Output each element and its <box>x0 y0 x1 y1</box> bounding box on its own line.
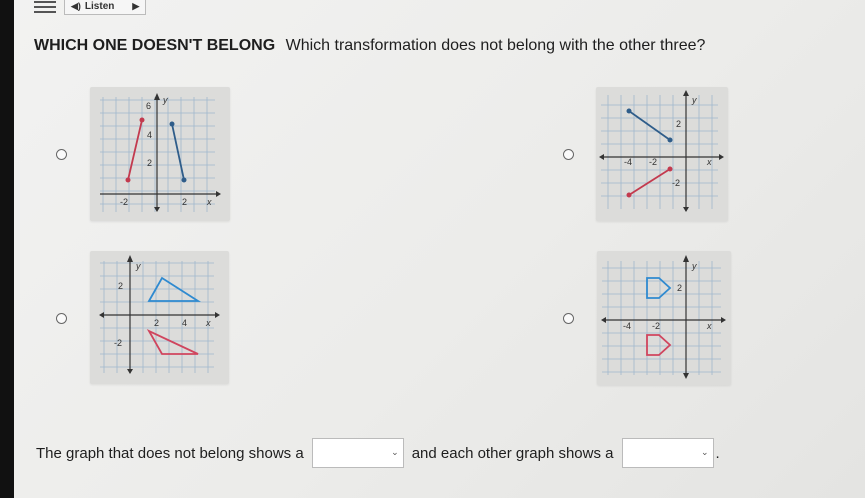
axis-label-y: y <box>136 261 141 271</box>
option-b-radio[interactable] <box>563 149 574 160</box>
listen-label: Listen <box>84 1 115 12</box>
toolbar <box>34 0 146 14</box>
tick-label-y-4: 4 <box>147 130 153 140</box>
option-d-radio[interactable] <box>563 313 574 324</box>
tick-label-x-2: 2 <box>154 318 160 328</box>
graph-option-a[interactable] <box>90 87 230 221</box>
tick-label-y-2: 2 <box>147 158 153 168</box>
tick-label-y-6: 6 <box>146 101 152 111</box>
menu-icon[interactable] <box>34 1 56 13</box>
axis-label-y: y <box>163 95 168 105</box>
tick-label-x-neg2: -2 <box>120 197 129 207</box>
transformation-dropdown-2[interactable] <box>622 438 714 468</box>
chevron-down-icon: ⌄ <box>700 447 709 457</box>
image-segment <box>128 120 142 180</box>
image-pentagon <box>647 335 670 355</box>
question-prompt <box>34 37 705 55</box>
tick-label-y-neg2: -2 <box>114 338 123 348</box>
axis-label-y: y <box>692 95 697 105</box>
graph-option-c[interactable] <box>90 251 229 384</box>
axis-label-x: x <box>707 321 712 331</box>
axis-label-x: x <box>207 197 212 207</box>
answer-suffix: . <box>715 444 720 462</box>
tick-label-x-2: 2 <box>182 197 188 207</box>
axis-label-x: x <box>707 157 712 167</box>
option-a-radio[interactable] <box>56 149 67 160</box>
graph-option-b[interactable] <box>596 87 728 221</box>
original-segment <box>629 111 670 140</box>
axis-label-y: y <box>692 261 697 271</box>
listen-button[interactable] <box>64 0 146 15</box>
answer-sentence <box>36 438 720 468</box>
tick-label-x-neg4: -4 <box>623 321 632 331</box>
image-segment <box>629 169 670 195</box>
axis-label-x: x <box>206 318 211 328</box>
tick-label-y-neg2: -2 <box>672 178 681 188</box>
graph-option-d[interactable] <box>597 251 731 385</box>
answer-middle: and each other graph shows a <box>411 444 614 462</box>
transformation-dropdown-1[interactable] <box>312 438 404 468</box>
play-icon[interactable]: ▶ <box>132 1 140 11</box>
answer-prefix: The graph that does not belong shows a <box>36 444 304 462</box>
question-heading: WHICH ONE DOESN'T BELONG <box>34 37 276 54</box>
tick-label-x-neg2: -2 <box>652 321 661 331</box>
tick-label-y-2: 2 <box>118 281 124 291</box>
tick-label-x-4: 4 <box>182 318 188 328</box>
left-sidebar-strip <box>0 0 14 498</box>
tick-label-y-2: 2 <box>676 119 682 129</box>
option-c-radio[interactable] <box>56 313 67 324</box>
speaker-icon: ◀) <box>71 1 81 11</box>
tick-label-x-neg2: -2 <box>649 157 658 167</box>
tick-label-y-2: 2 <box>677 283 683 293</box>
tick-label-x-neg4: -4 <box>624 157 633 167</box>
chevron-down-icon: ⌄ <box>391 447 399 457</box>
question-text: Which transformation does not belong with the other three? <box>285 37 706 54</box>
